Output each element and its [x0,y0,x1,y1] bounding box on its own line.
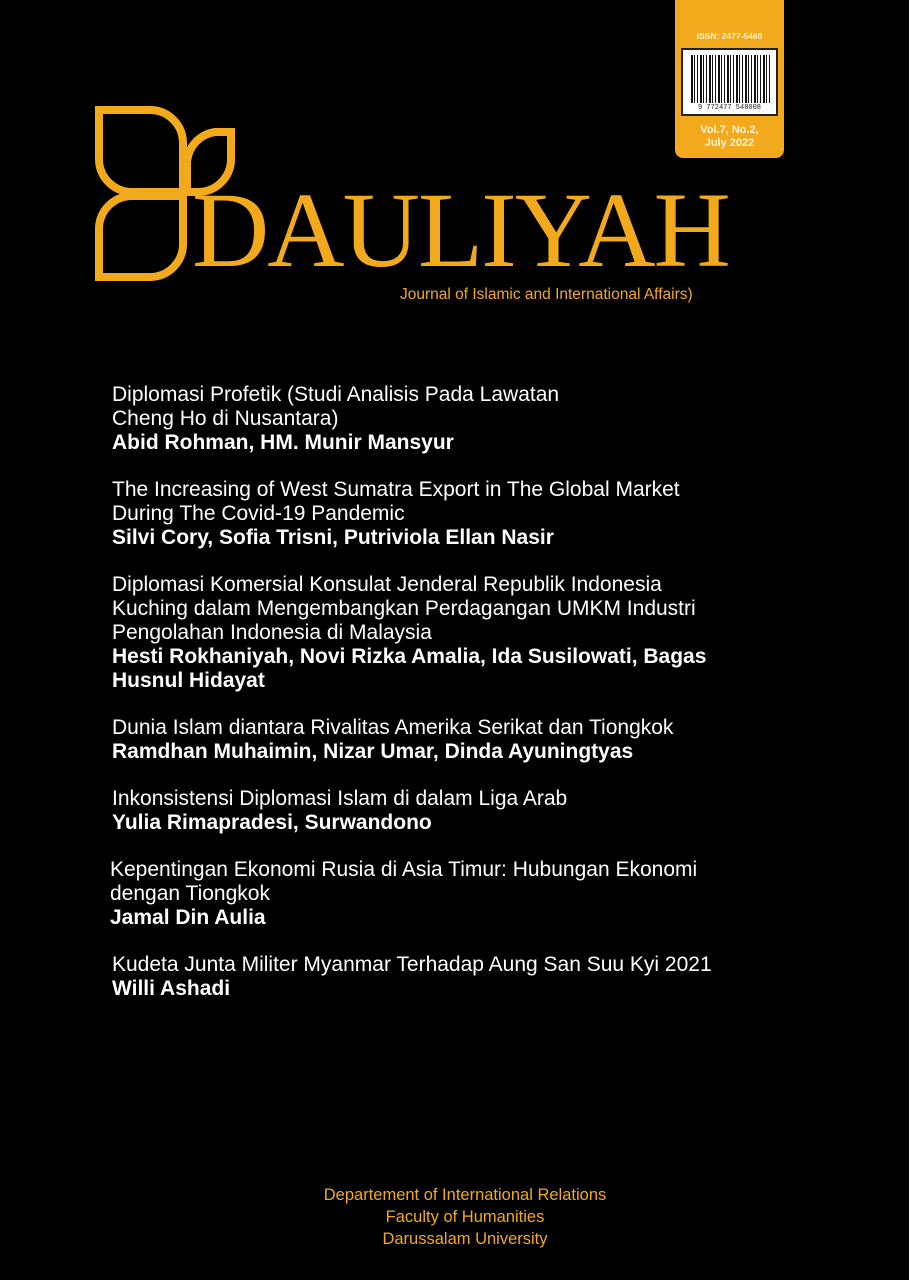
article-authors: Abid Rohman, HM. Munir Mansyur [112,431,454,454]
article-title: Dunia Islam diantara Rivalitas Amerika Serikat dan Tiongkok [112,716,674,739]
article-authors: Silvi Cory, Sofia Trisni, Putriviola Ellan Nasir [112,526,554,549]
article-entry [110,858,832,930]
article-authors: Hesti Rokhaniyah, Novi Rizka Amalia, Ida Susilowati, Bagas [112,645,707,668]
article-entry [112,953,832,1001]
article-title: Diplomasi Komersial Konsulat Jenderal Republik Indonesia [112,573,662,596]
barcode-bars [691,55,772,103]
article-list [112,383,832,1024]
article-entry [112,716,832,764]
issn-label: ISSN: 2477-5460 [696,31,763,41]
issn-badge [675,0,784,158]
article-title: dengan Tiongkok [110,882,270,905]
volume-info [675,124,784,150]
department: Departement of International Relations [323,1186,607,1204]
article-authors: Jamal Din Aulia [110,906,266,929]
article-title: Pengolahan Indonesia di Malaysia [112,621,432,644]
issue-date: July 2022 [704,137,755,149]
article-title: Cheng Ho di Nusantara) [112,407,339,430]
article-title: The Increasing of West Sumatra Export in The Global Market [112,478,680,501]
article-title: Kudeta Junta Militer Myanmar Terhadap Aung San Suu Kyi 2021 [112,953,712,976]
university: Darussalam University [382,1230,548,1248]
journal-title: DAULIYAH [192,172,729,290]
article-entry [112,383,832,455]
article-entry [112,478,832,550]
article-title: Inkonsistensi Diplomasi Islam di dalam Liga Arab [112,787,568,810]
barcode-number: 9 772477 548008 [697,104,761,112]
article-title: During The Covid-19 Pandemic [112,502,405,525]
article-title: Kepentingan Ekonomi Rusia di Asia Timur: Hubungan Ekonomi [110,858,698,881]
article-entry [112,573,832,693]
article-title: Kuching dalam Mengembangkan Perdagangan UMKM Industri [112,597,696,620]
publisher-info [0,1184,909,1250]
article-authors: Yulia Rimapradesi, Surwandono [112,811,432,834]
barcode [681,48,778,116]
article-authors: Husnul Hidayat [112,669,265,692]
article-entry [112,787,832,835]
faculty: Faculty of Humanities [385,1208,545,1226]
article-authors: Ramdhan Muhaimin, Nizar Umar, Dinda Ayuningtyas [112,740,634,763]
volume-label: Vol.7, No.2, [700,124,759,136]
article-title: Diplomasi Profetik (Studi Analisis Pada Lawatan [112,383,560,406]
article-authors: Willi Ashadi [112,977,231,1000]
journal-subtitle: Journal of Islamic and International Affairs) [400,286,693,303]
